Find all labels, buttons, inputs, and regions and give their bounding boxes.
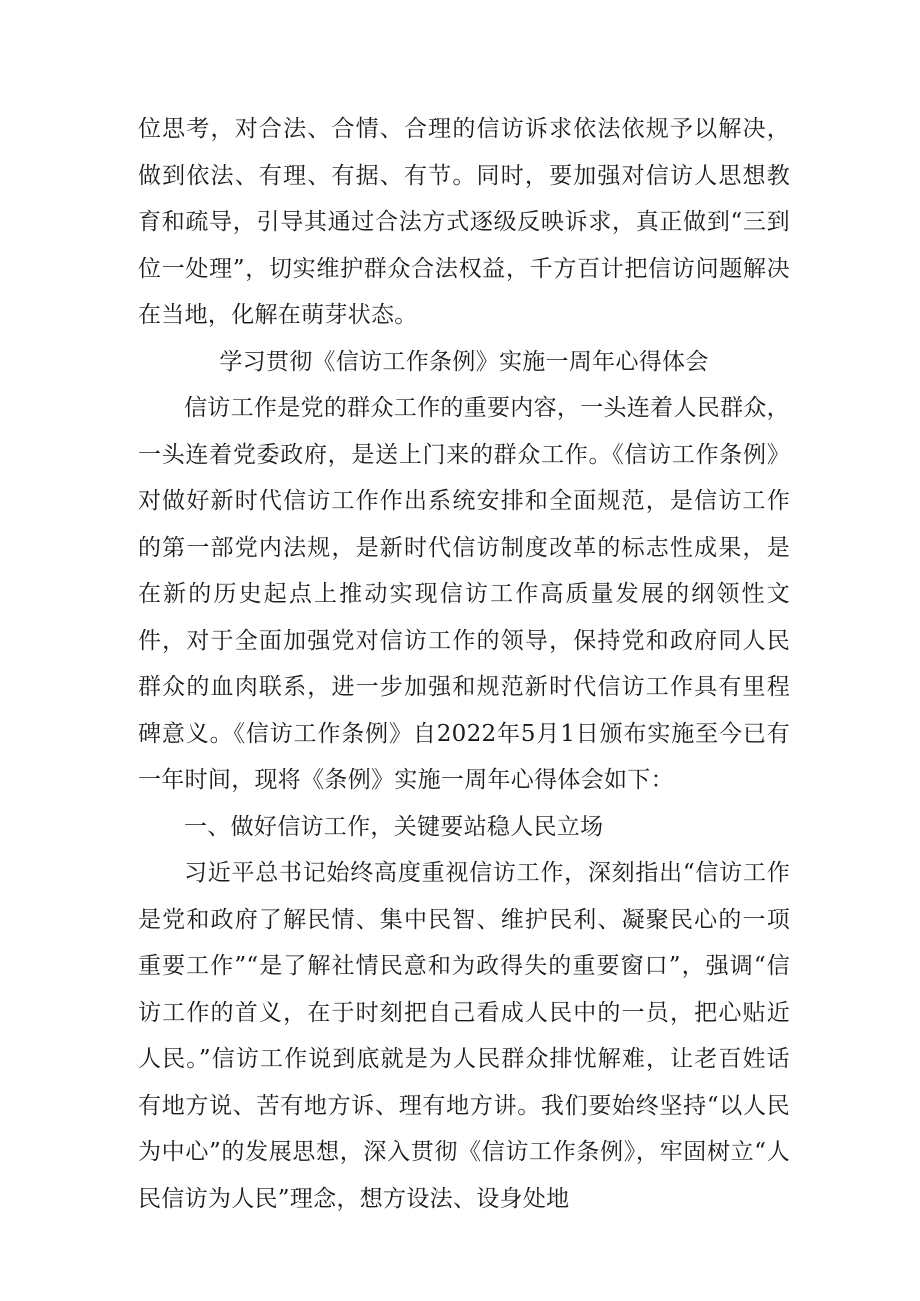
document-title: 学习贯彻《信访工作条例》实施一周年心得体会 [219,348,709,375]
section-1-paragraph: 习近平总书记始终高度重视信访工作，深刻指出“信访工作是党和政府了解民情、集中民智、维护民利、凝聚民心的一项重要工作”“是了解社情民意和为政得失的重要窗口”，强调“信访工作的首义，在于时刻把自己看成人民中的一员，把心贴近人民。”信访工作说到底就是为人民群众排忧解难，让老百姓话有地方说、苦有地方诉、理有地方讲。我们要始终坚持“以人民为中心”的发展思想，深入贯彻《信访工作条例》，牢固树立“人民信访为人民”理念，想方设法、设身处地 [138,860,790,1212]
document-page [138,106,790,1222]
intro-paragraph: 信访工作是党的群众工作的重要内容，一头连着人民群众，一头连着党委政府，是送上门来的群众工作。《信访工作条例》对做好新时代信访工作作出系统安排和全面规范，是信访工作的第一部党内法规，是新时代信访制度改革的标志性成果，是在新的历史起点上推动实现信访工作高质量发展的纲领性文件，对于全面加强党对信访工作的领导，保持党和政府同人民群众的血肉联系，进一步加强和规范新时代信访工作具有里程碑意义。《信访工作条例》自2022年5月1日颁布实施至今已有一年时间，现将《条例》实施一周年心得体会如下： [138,395,790,793]
section-1-heading: 一、做好信访工作，关键要站稳人民立场 [184,813,604,840]
continuation-paragraph: 位思考，对合法、合情、合理的信访诉求依法依规予以解决，做到依法、有理、有据、有节。同时，要加强对信访人思想教育和疏导，引导其通过合法方式逐级反映诉求，真正做到“三到位一处理”，切实维护群众合法权益，千方百计把信访问题解决在当地，化解在萌芽状态。 [138,116,790,328]
